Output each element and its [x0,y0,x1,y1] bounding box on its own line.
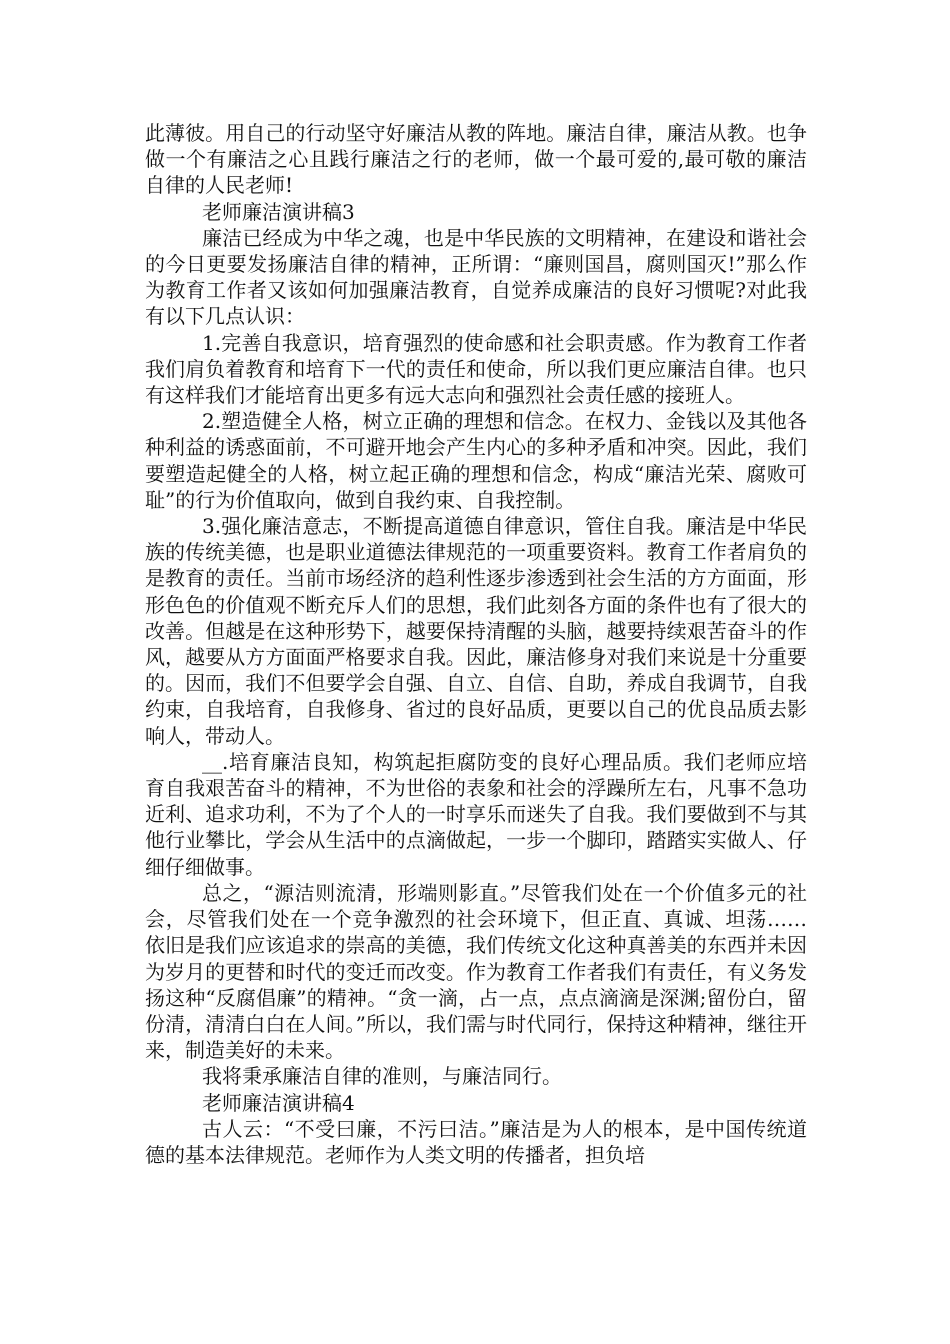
paragraph-point-2: 2.塑造健全人格，树立正确的理想和信念。在权力、金钱以及其他各种利益的诱惑面前，不可避开地会产生内心的多种矛盾和冲突。因此，我们要塑造起健全的人格，树立起正确的理想和信念，构成“廉洁光荣、腐败可耻”的行为价值取向，做到自我约束、自我控制。 [145,409,807,512]
paragraph-point-4: __.培育廉洁良知，构筑起拒腐防变的良好心理品质。我们老师应培育自我艰苦奋斗的精神，不为世俗的表象和社会的浮躁所左右，凡事不急功近利、追求功利，不为了个人的一时享乐而迷失了自我。我们要做到不与其他行业攀比，学会从生活中的点滴做起，一步一个脚印，踏踏实实做人、仔细仔细做事。 [145,749,807,879]
paragraph-intro: 廉洁已经成为中华之魂，也是中华民族的文明精神，在建设和谐社会的今日更要发扬廉洁自律的精神，正所谓：“廉则国昌，腐则国灭!”那么作为教育工作者又该如何加强廉洁教育，自觉养成廉洁的良好习惯呢?对此我有以下几点认识： [145,225,807,329]
paragraph-continuation: 此薄彼。用自己的行动坚守好廉洁从教的阵地。廉洁自律，廉洁从教。也争做一个有廉洁之心且践行廉洁之行的老师，做一个最可爱的,最可敬的廉洁自律的人民老师! [145,121,807,198]
section-heading-4: 老师廉洁演讲稿4 [202,1090,355,1115]
paragraph-point-1: 1.完善自我意识，培育强烈的使命感和社会职责感。作为教育工作者我们肩负着教育和培育下一代的责任和使命，所以我们更应廉洁自律。也只有这样我们才能培育出更多有远大志向和强烈社会责任感的接班人。 [145,330,807,408]
document-page [145,120,807,1168]
paragraph-closing: 我将秉承廉洁自律的准则，与廉洁同行。 [202,1064,562,1089]
section-heading-3: 老师廉洁演讲稿3 [202,199,355,224]
paragraph-section-4-start: 古人云：“不受曰廉，不污曰洁。”廉洁是为人的根本，是中国传统道德的基本法律规范。老师作为人类文明的传播者，担负培 [145,1116,807,1167]
paragraph-summary: 总之，“源洁则流清，形端则影直。”尽管我们处在一个价值多元的社会，尽管我们处在一个竞争激烈的社会环境下，但正直、真诚、坦荡…… 依旧是我们应该追求的崇高的美德，我们传统文化这种真善美的东西并未因为岁月的更替和时代的变迁而改变。作为教育工作者我们有责任，有义务发扬这种“反腐倡廉”的精神。“贪一滴，占一点，点点滴滴是深渊;留份白，留份清，清清白白在人间。”所以，我们需与时代同行，保持这种精神，继往开来，制造美好的未来。 [145,880,807,1063]
paragraph-point-3: 3.强化廉洁意志，不断提高道德自律意识，管住自我。廉洁是中华民族的传统美德，也是职业道德法律规范的一项重要资料。教育工作者肩负的是教育的责任。当前市场经济的趋利性逐步渗透到社会生活的方方面面，形形色色的价值观不断充斥人们的思想，我们此刻各方面的条件也有了很大的改善。但越是在这种形势下，越要保持清醒的头脑，越要持续艰苦奋斗的作风，越要从方方面面严格要求自我。因此，廉洁修身对我们来说是十分重要的。因而，我们不但要学会自强、自立、自信、自助，养成自我调节，自我约束，自我培育，自我修身、省过的良好品质，更要以自己的优良品质去影响人，带动人。 [145,514,807,748]
